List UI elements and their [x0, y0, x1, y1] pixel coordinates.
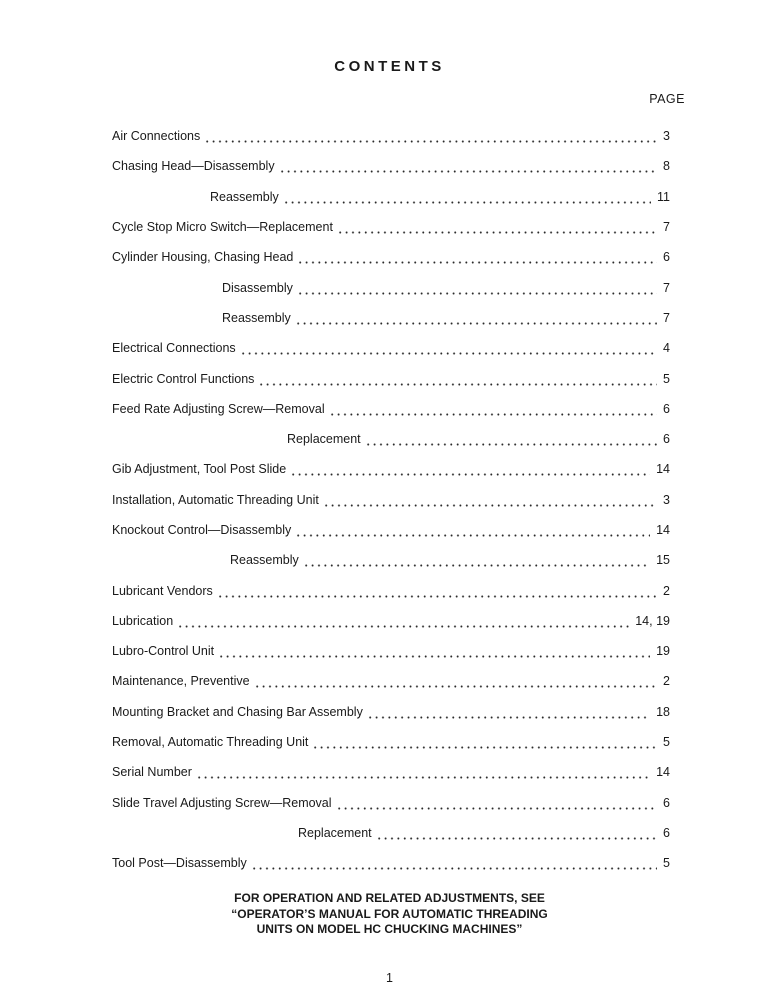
- toc-entry-label: Lubrication: [112, 613, 174, 628]
- dot-leader: [217, 585, 657, 599]
- toc-entry-label: Cylinder Housing, Chasing Head: [112, 250, 294, 265]
- toc-entry-label: Air Connections: [112, 129, 201, 144]
- toc-entry-page: 4: [663, 341, 670, 356]
- toc-entry-page: 6: [663, 250, 670, 265]
- toc-entry: [112, 848, 670, 878]
- dot-leader: [337, 221, 657, 235]
- toc-entry-label: Replacement: [298, 825, 372, 840]
- toc-entry-label: Replacement: [287, 432, 361, 447]
- toc-entry-page: 15: [656, 553, 670, 568]
- toc-entry-page: 5: [663, 735, 670, 750]
- page-column-header: PAGE: [649, 92, 685, 106]
- toc-entry-page: 3: [663, 129, 670, 144]
- toc-entry: [112, 151, 670, 181]
- footer-note-line: UNITS ON MODEL HC CHUCKING MACHINES”: [256, 922, 523, 936]
- toc-entry-page: 6: [663, 825, 670, 840]
- toc-entry-label: Serial Number: [112, 765, 192, 780]
- toc-entry: [112, 363, 670, 393]
- toc-entry-page: 3: [663, 492, 670, 507]
- toc-entry: [112, 636, 670, 666]
- dot-leader: [323, 494, 657, 508]
- footer-note: [0, 891, 779, 938]
- dot-leader: [204, 130, 657, 144]
- footer-note-line: FOR OPERATION AND RELATED ADJUSTMENTS, SEE: [234, 891, 545, 905]
- toc-entry: [112, 303, 670, 333]
- toc-entry-label: Reassembly: [210, 189, 279, 204]
- toc-entry: [112, 272, 670, 302]
- toc-entry-page: 14: [656, 462, 670, 477]
- toc-entry-label: Cycle Stop Micro Switch—Replacement: [112, 220, 333, 235]
- toc-entry-label: Knockout Control—Disassembly: [112, 523, 292, 537]
- toc-entry-label: Installation, Automatic Threading Unit: [112, 492, 319, 507]
- dot-leader: [254, 675, 657, 689]
- toc-entry-page: 6: [663, 795, 670, 810]
- dot-leader: [290, 463, 650, 477]
- toc-entry: [112, 394, 670, 424]
- dot-leader: [376, 827, 657, 841]
- toc-entry-label: Lubricant Vendors: [112, 583, 213, 598]
- toc-entry: [112, 545, 670, 575]
- dot-leader: [303, 554, 650, 568]
- table-of-contents: [112, 121, 670, 878]
- toc-entry: [112, 121, 670, 151]
- dot-leader: [196, 766, 650, 780]
- toc-entry-page: 5: [663, 856, 670, 871]
- toc-entry-page: 14: [656, 523, 670, 537]
- dot-leader: [336, 797, 658, 811]
- toc-entry: [112, 818, 670, 848]
- toc-entry-page: 11: [657, 189, 670, 204]
- dot-leader: [279, 160, 657, 174]
- toc-entry: [112, 242, 670, 272]
- toc-entry-label: Reassembly: [230, 553, 299, 568]
- dot-leader: [312, 736, 657, 750]
- toc-entry: [112, 666, 670, 696]
- dot-leader: [240, 342, 657, 356]
- toc-entry-page: 6: [663, 432, 670, 447]
- toc-entry-label: Chasing Head—Disassembly: [112, 159, 275, 174]
- dot-leader: [367, 706, 650, 720]
- page-title: CONTENTS: [334, 58, 445, 75]
- dot-leader: [251, 857, 657, 871]
- toc-entry-page: 7: [663, 280, 670, 295]
- toc-entry-page: 14: [656, 765, 670, 780]
- toc-entry-label: Disassembly: [222, 280, 293, 295]
- toc-entry-page: 14, 19: [635, 613, 670, 628]
- toc-entry: [112, 454, 670, 484]
- toc-entry-page: 18: [656, 704, 670, 719]
- dot-leader: [297, 251, 657, 265]
- toc-entry-label: Electric Control Functions: [112, 371, 255, 386]
- dot-leader: [177, 615, 629, 629]
- toc-entry: [112, 575, 670, 605]
- toc-entry-label: Gib Adjustment, Tool Post Slide: [112, 462, 287, 477]
- dot-leader: [295, 312, 657, 326]
- dot-leader: [329, 403, 657, 417]
- dot-leader: [258, 373, 657, 387]
- toc-entry-page: 2: [663, 583, 670, 598]
- dot-leader: [297, 282, 657, 296]
- toc-entry: [112, 485, 670, 515]
- toc-entry: [112, 212, 670, 242]
- toc-entry-page: 6: [663, 401, 670, 416]
- toc-entry-page: 19: [656, 644, 670, 659]
- toc-entry: [112, 757, 670, 787]
- toc-entry-page: 5: [663, 371, 670, 386]
- toc-entry: [112, 697, 670, 727]
- dot-leader: [295, 524, 650, 538]
- toc-entry-label: Mounting Bracket and Chasing Bar Assembly: [112, 704, 363, 719]
- toc-entry: [112, 606, 670, 636]
- toc-entry: [112, 515, 670, 545]
- footer-note-line: “OPERATOR’S MANUAL FOR AUTOMATIC THREADING: [231, 906, 548, 921]
- toc-entry-page: 8: [663, 159, 670, 174]
- toc-entry-label: Removal, Automatic Threading Unit: [112, 735, 309, 750]
- dot-leader: [365, 433, 657, 447]
- toc-entry: [112, 788, 670, 818]
- dot-leader: [283, 191, 651, 205]
- toc-entry-label: Reassembly: [222, 310, 291, 325]
- toc-entry-label: Tool Post—Disassembly: [112, 856, 247, 871]
- toc-entry-label: Maintenance, Preventive: [112, 674, 250, 689]
- toc-entry: [112, 182, 670, 212]
- toc-entry-label: Electrical Connections: [112, 341, 236, 356]
- toc-entry-label: Lubro-Control Unit: [112, 644, 215, 659]
- toc-entry-page: 7: [663, 220, 670, 235]
- toc-entry-page: 2: [663, 674, 670, 689]
- page-number: 1: [386, 971, 393, 985]
- toc-entry-label: Feed Rate Adjusting Screw—Removal: [112, 401, 325, 416]
- toc-entry: [112, 333, 670, 363]
- toc-entry: [112, 727, 670, 757]
- toc-entry: [112, 424, 670, 454]
- toc-entry-label: Slide Travel Adjusting Screw—Removal: [112, 795, 332, 810]
- toc-entry-page: 7: [663, 310, 670, 325]
- dot-leader: [218, 645, 650, 659]
